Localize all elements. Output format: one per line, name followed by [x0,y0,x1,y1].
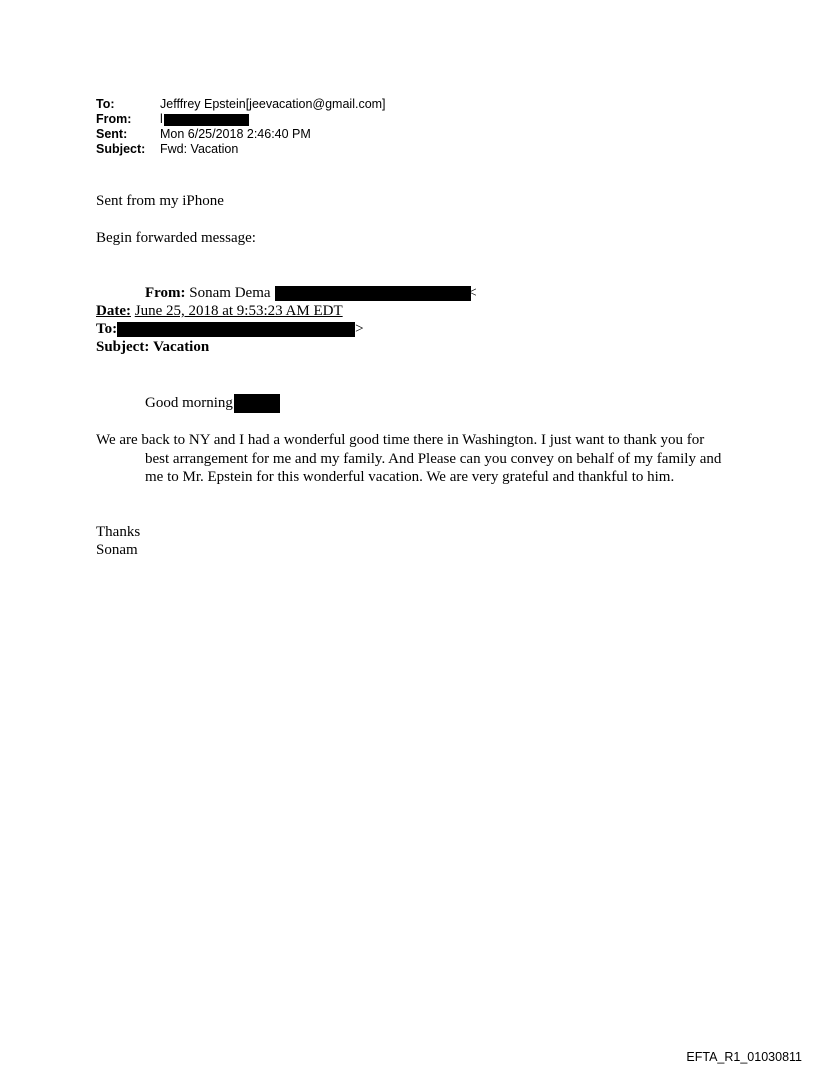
header-to-value: Jefffrey Epstein[jeevacation@gmail.com] [160,97,386,111]
redaction-box [164,114,249,126]
fwd-from-name: Sonam Dema [189,285,271,301]
fwd-subject-label: Subject: [96,339,150,355]
fwd-date-value: June 25, 2018 at 9:53:23 AM EDT [134,303,343,319]
fwd-date-row [96,302,343,320]
header-from-row [96,112,249,127]
header-sent-label: Sent: [96,127,128,141]
header-from-text: l [160,112,163,126]
header-sent-value: Mon 6/25/2018 2:46:40 PM [160,127,311,141]
redaction-box [117,322,355,337]
header-subject-value: Fwd: Vacation [160,142,239,156]
fwd-subject-value: Vacation [153,339,210,355]
fwd-to-row [96,320,364,338]
fwd-to-label: To: [96,321,118,337]
header-from-value [160,112,249,127]
begin-forwarded-line: Begin forwarded message: [96,230,256,246]
fwd-to-tail: > [355,321,364,337]
fwd-date-label: Date: [96,303,131,319]
fwd-from-label: From: [145,285,186,301]
redaction-box [275,286,471,301]
sent-from-line: Sent from my iPhone [96,193,224,209]
redaction-box [234,394,280,413]
fwd-from-tail: < [468,285,477,301]
header-from-label: From: [96,112,132,126]
fwd-from-row [145,284,477,302]
document-id: EFTA_R1_01030811 [686,1050,802,1064]
greeting-line [145,394,280,413]
header-sent-row [96,127,311,142]
fwd-subject-row [96,338,209,356]
header-to-row [96,97,386,112]
message-paragraph: We are back to NY and I had a wonderful good time there in Washington. I just want to thank you for best arrangement for me and my family. And Please can you convey on behalf of my family and me to Mr. Epstein for this wonderful vacation. We are very grateful and thankful to him. [96,432,722,485]
header-to-label: To: [96,97,115,111]
header-subject-row [96,142,238,157]
header-subject-label: Subject: [96,142,146,156]
thanks-line: Thanks [96,524,141,540]
greeting-text: Good morning [145,395,233,411]
signature-line: Sonam [96,542,138,558]
